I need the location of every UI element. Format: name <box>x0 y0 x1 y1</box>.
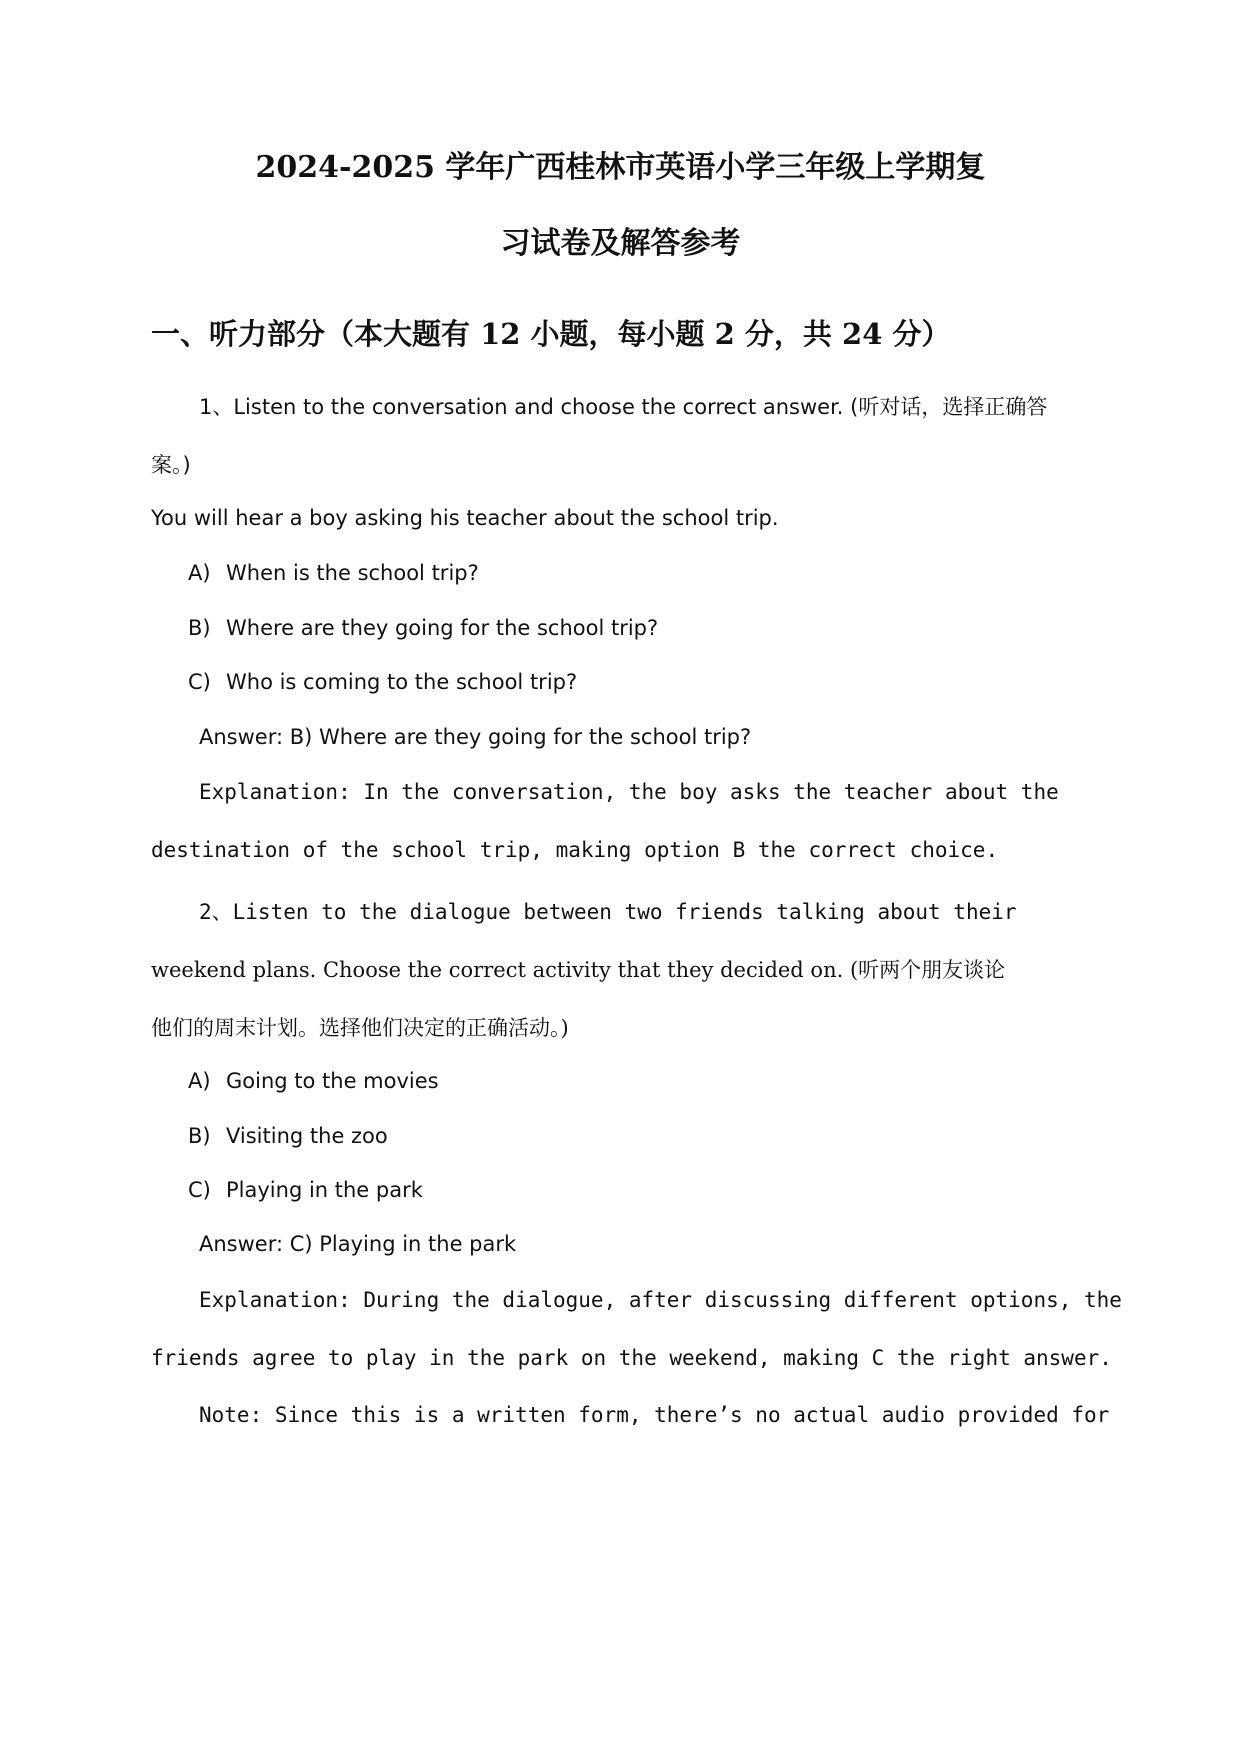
q1-explanation-line1: Explanation: In the conversation, the boy asks the teacher about the <box>199 780 1059 804</box>
q2-explanation-line1: Explanation: During the dialogue, after discussing different options, the <box>199 1288 1122 1312</box>
option-text: Going to the movies <box>226 1069 439 1093</box>
q2-prompt-line3: 他们的周末计划。选择他们决定的正确活动。) <box>151 1016 569 1040</box>
option-text: Where are they going for the school trip? <box>226 616 659 640</box>
q1-answer: Answer: B) Where are they going for the school trip? <box>199 725 752 749</box>
option-letter: B) <box>188 1124 211 1148</box>
q1-prompt-line2: 案。) <box>151 453 191 477</box>
q2-option-a <box>188 1069 439 1093</box>
q1-option-b <box>188 616 658 640</box>
document-title-line1: 2024-2025 学年广西桂林市英语小学三年级上学期复 <box>255 150 986 185</box>
q1-explanation-line2: destination of the school trip, making option B the correct choice. <box>151 838 999 862</box>
note-line1: Note: Since this is a written form, there’s no actual audio provided for <box>199 1403 1110 1427</box>
q2-prompt-line2: weekend plans. Choose the correct activity that they decided on. (听两个朋友谈论 <box>151 958 1006 982</box>
document-title-line2: 习试卷及解答参考 <box>500 226 741 261</box>
q1-prompt-line1: 1、Listen to the conversation and choose the correct answer. (听对话，选择正确答 <box>199 395 1048 419</box>
option-letter: C) <box>188 670 211 694</box>
option-text: When is the school trip? <box>226 561 479 585</box>
option-text: Visiting the zoo <box>226 1124 388 1148</box>
option-letter: A) <box>188 561 211 585</box>
q2-option-b <box>188 1124 388 1148</box>
q2-answer: Answer: C) Playing in the park <box>199 1232 517 1256</box>
option-letter: B) <box>188 616 211 640</box>
q2-explanation-line2: friends agree to play in the park on the weekend, making C the right answer. <box>151 1346 1112 1370</box>
q2-prompt-line1: 2、Listen to the dialogue between two friends talking about their <box>199 900 1017 924</box>
q1-option-c <box>188 670 577 694</box>
section-heading-listening: 一、听力部分（本大题有 12 小题，每小题 2 分，共 24 分） <box>151 317 951 351</box>
q1-option-a <box>188 561 479 585</box>
option-letter: C) <box>188 1178 211 1202</box>
option-letter: A) <box>188 1069 211 1093</box>
q1-context: You will hear a boy asking his teacher about the school trip. <box>151 506 779 530</box>
q2-option-c <box>188 1178 423 1202</box>
option-text: Who is coming to the school trip? <box>226 670 578 694</box>
option-text: Playing in the park <box>226 1178 423 1202</box>
